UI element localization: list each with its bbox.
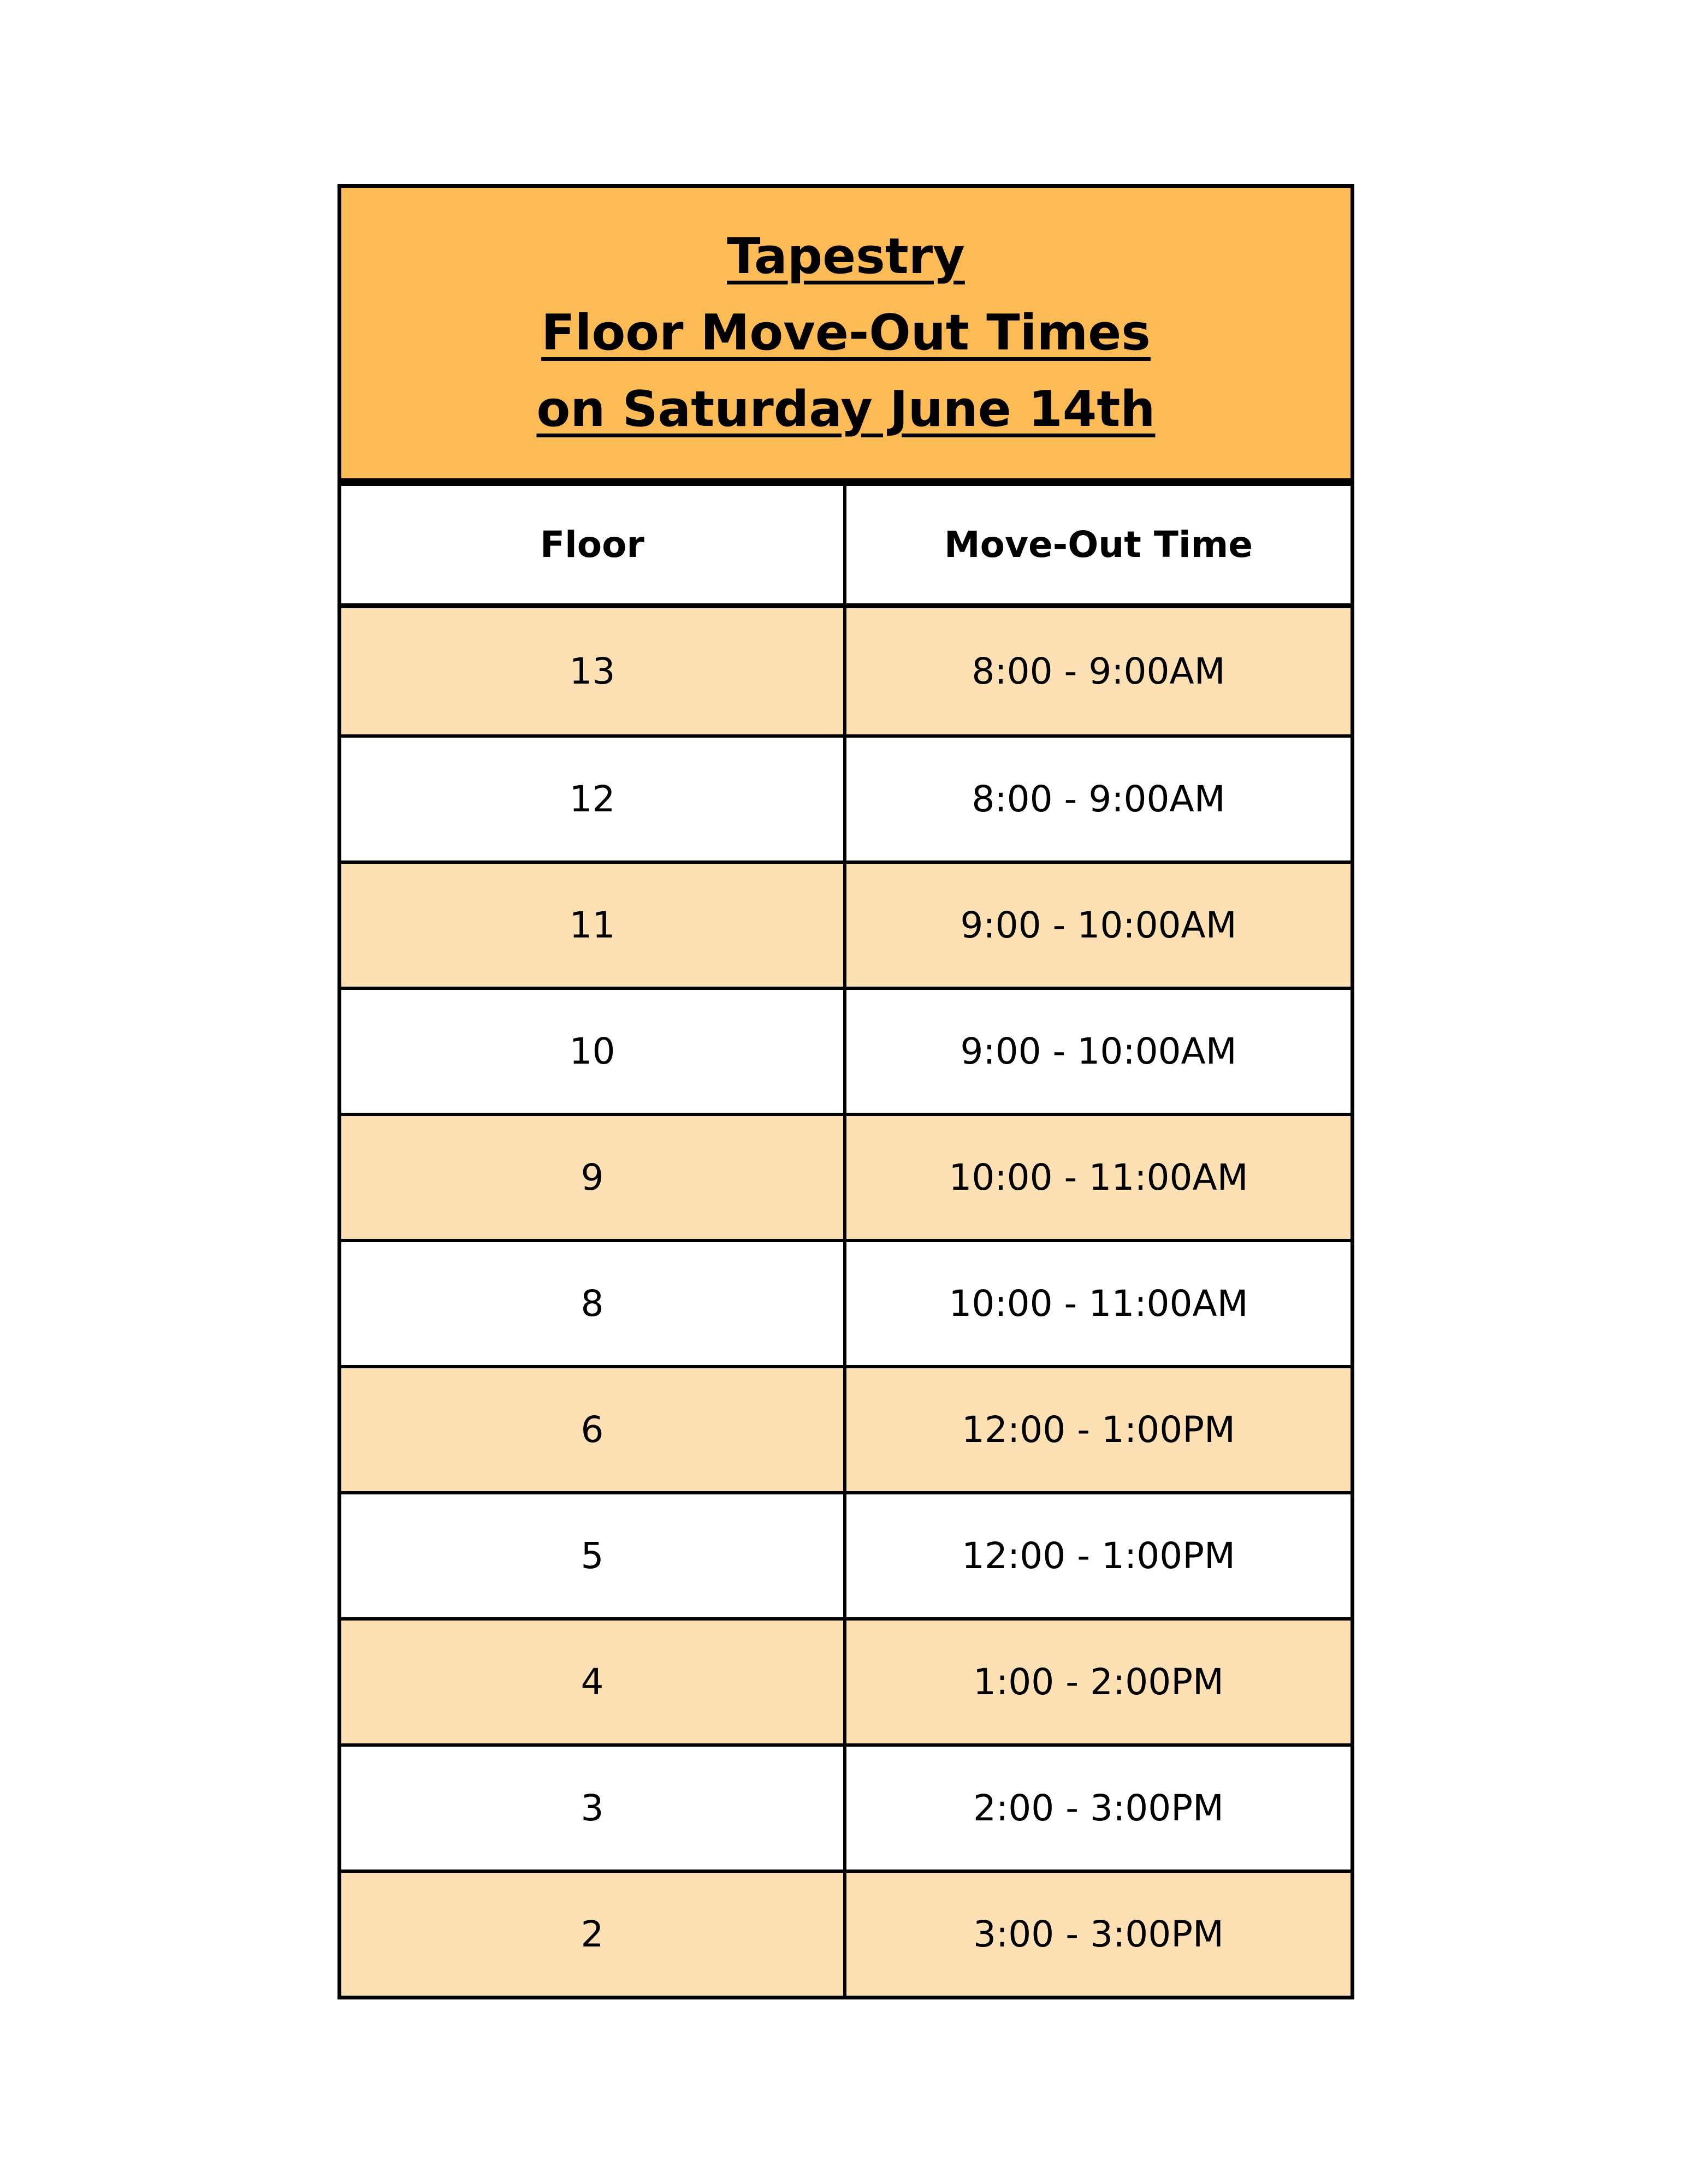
floor-cell: 9 <box>341 1113 846 1239</box>
floor-cell: 6 <box>341 1365 846 1491</box>
floor-cell: 3 <box>341 1743 846 1870</box>
column-header-floor: Floor <box>341 486 846 608</box>
building-name: Tapestry <box>727 228 965 285</box>
time-cell: 2:00 - 3:00PM <box>846 1743 1351 1870</box>
time-cell: 1:00 - 2:00PM <box>846 1617 1351 1743</box>
time-cell: 12:00 - 1:00PM <box>846 1365 1351 1491</box>
time-cell: 10:00 - 11:00AM <box>846 1113 1351 1239</box>
floor-cell: 11 <box>341 860 846 987</box>
schedule-title: Floor Move-Out Times <box>541 304 1151 361</box>
schedule-table <box>341 486 1351 1996</box>
floor-cell: 5 <box>341 1491 846 1617</box>
floor-cell: 2 <box>341 1870 846 1996</box>
time-cell: 12:00 - 1:00PM <box>846 1491 1351 1617</box>
floor-cell: 4 <box>341 1617 846 1743</box>
move-out-schedule <box>337 184 1354 1999</box>
schedule-date: on Saturday June 14th <box>536 381 1156 438</box>
title-banner <box>341 188 1351 486</box>
time-cell: 8:00 - 9:00AM <box>846 608 1351 734</box>
floor-cell: 13 <box>341 608 846 734</box>
floor-cell: 12 <box>341 734 846 860</box>
time-cell: 9:00 - 10:00AM <box>846 860 1351 987</box>
time-cell: 10:00 - 11:00AM <box>846 1239 1351 1365</box>
time-cell: 8:00 - 9:00AM <box>846 734 1351 860</box>
floor-cell: 8 <box>341 1239 846 1365</box>
column-header-move-out-time: Move-Out Time <box>846 486 1351 608</box>
time-cell: 9:00 - 10:00AM <box>846 987 1351 1113</box>
floor-cell: 10 <box>341 987 846 1113</box>
time-cell: 3:00 - 3:00PM <box>846 1870 1351 1996</box>
